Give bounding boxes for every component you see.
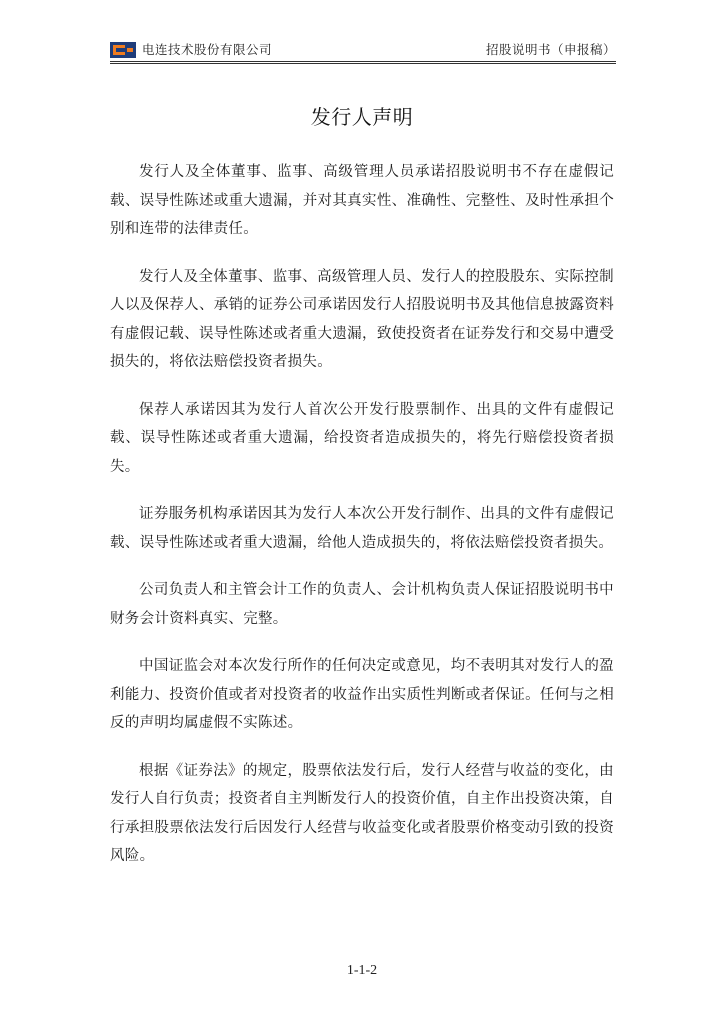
paragraph-1: 发行人及全体董事、监事、高级管理人员承诺招股说明书不存在虚假记载、误导性陈述或重大遗漏，并对其真实性、准确性、完整性、及时性承担个别和连带的法律责任。 [110, 164, 614, 237]
paragraph-7: 根据《证券法》的规定，股票依法发行后，发行人经营与收益的变化，由发行人自行负责；投资者自主判断发行人的投资价值，自主作出投资决策，自行承担股票依法发行后因发行人经营与收益变化或者股票价格变动引致的投资风险。 [110, 762, 614, 864]
paragraph-3: 保荐人承诺因其为发行人首次公开发行股票制作、出具的文件有虚假记载、误导性陈述或者重大遗漏，给投资者造成损失的，将先行赔偿投资者损失。 [110, 401, 614, 475]
page-header [110, 38, 616, 62]
paragraph-2: 发行人及全体董事、监事、高级管理人员、发行人的控股股东、实际控制人以及保荐人、承销的证券公司承诺因发行人招股说明书及其他信息披露资料有虚假记载、误导性陈述或者重大遗漏，致使投资者在证券发行和交易中遭受损失的，将依法赔偿投资者损失。 [110, 268, 614, 370]
header-divider [110, 61, 616, 64]
paragraph-6: 中国证监会对本次发行所作的任何决定或意见，均不表明其对发行人的盈利能力、投资价值或者对投资者的收益作出实质性判断或者保证。任何与之相反的声明均属虚假不实陈述。 [110, 658, 614, 731]
company-name: 电连技术股份有限公司 [142, 42, 273, 57]
paragraph-4: 证券服务机构承诺因其为发行人本次公开发行制作、出具的文件有虚假记载、误导性陈述或者重大遗漏，给他人造成损失的，将依法赔偿投资者损失。 [110, 506, 614, 551]
page-number: 1-1-2 [346, 963, 378, 978]
page-title: 发行人声明 [310, 105, 414, 129]
statement-body [110, 158, 614, 890]
paragraph-5: 公司负责人和主管会计工作的负责人、会计机构负责人保证招股说明书中财务会计资料真实、完整。 [110, 582, 614, 627]
company-logo-icon [110, 42, 136, 58]
document-type: 招股说明书（申报稿） [485, 42, 616, 57]
